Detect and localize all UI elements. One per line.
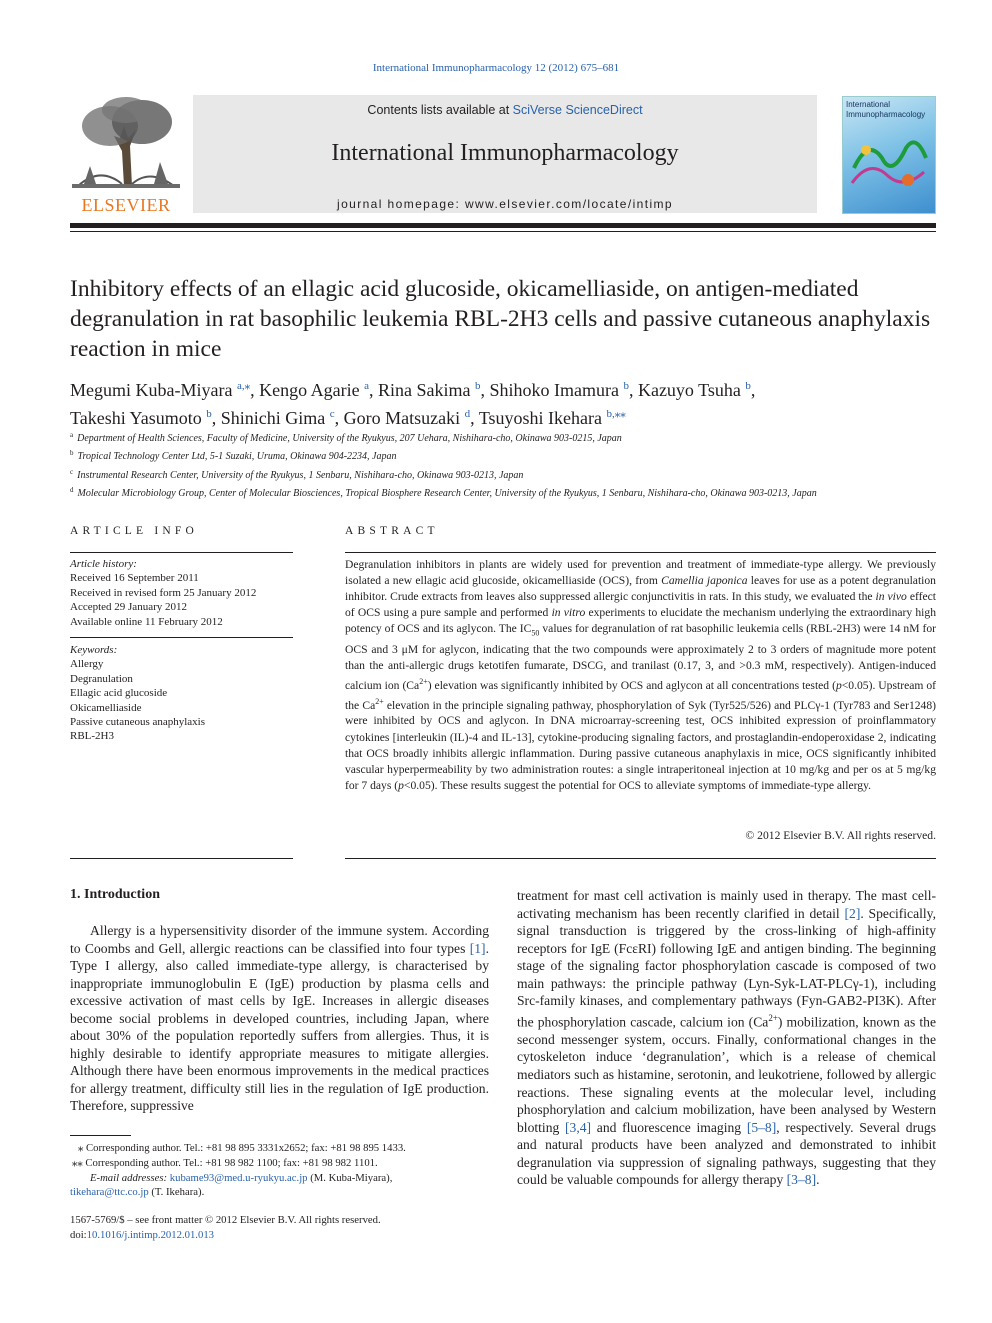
journal-homepage[interactable]: journal homepage: www.elsevier.com/locate/intimp <box>337 197 673 211</box>
footnotes: ⁎ Corresponding author. Tel.: +81 98 895 3331x2652; fax: +81 98 895 1433. ⁎⁎ Corresponding author. Tel.: +81 98 982 1100; fax: +81 98 982 1101. E-mail addresses: kubame93@med.u-ryukyu.ac.jp (M. Kuba-Miyara), tikehara@ttc.co.jp (T. Ikehara). <box>70 1141 489 1200</box>
citation-link[interactable]: [3,4] <box>565 1119 592 1135</box>
email-label: E-mail addresses: <box>90 1171 168 1184</box>
citation-link[interactable]: [2] <box>844 905 861 921</box>
author-affiliation-marker[interactable]: b <box>206 408 212 420</box>
author-name[interactable]: Takeshi Yasumoto <box>70 408 202 428</box>
author-name[interactable]: Goro Matsuzaki <box>343 408 461 428</box>
header-rule-thick <box>70 223 936 228</box>
sciencedirect-link[interactable]: SciVerse ScienceDirect <box>512 103 643 117</box>
article-title: Inhibitory effects of an ellagic acid glucoside, okicamelliaside, on antigen-mediated degranulation in rat basophilic leukemia RBL-2H3 cells and passive cutaneous anaphylaxis reaction in mice <box>70 276 931 362</box>
keyword: Okicamelliaside <box>70 701 142 714</box>
doi-link[interactable]: 10.1016/j.intimp.2012.01.013 <box>86 1228 215 1241</box>
affiliation-item: $^a$ Department of Health Sciences, Faculty of Medicine, University of the Ryukyus, 207 Uehara, Nishihara-cho, Okinawa 903-0215, Japan <box>70 431 622 444</box>
section-heading: 1. Introduction <box>70 887 160 902</box>
divider <box>70 552 293 553</box>
author-name[interactable]: Rina Sakima <box>377 380 471 400</box>
author-list: Megumi Kuba-Miyara $^{a,⁎}$, Kengo Agarie $^a$, Rina Sakima $^b$, Shihoko Imamura $^b$, Kazuyo Tsuha $^b$, Takeshi Yasumoto $^b$, Shinichi Gima $^c$, Goro Matsuzaki $^d$, Tsuyoshi Ikehara $^{b,⁎⁎}$ <box>70 380 756 428</box>
divider <box>345 858 936 859</box>
author-name[interactable]: Megumi Kuba-Miyara <box>70 380 233 400</box>
author-name[interactable]: Kazuyo Tsuha <box>637 380 741 400</box>
issn-line: 1567-5769/$ – see front matter © 2012 Elsevier B.V. All rights reserved. <box>70 1214 381 1226</box>
author-name[interactable]: Shihoko Imamura <box>489 380 619 400</box>
author-name[interactable]: Tsuyoshi Ikehara <box>478 408 603 428</box>
author-affiliation-marker[interactable]: a,⁎ <box>236 380 251 392</box>
history-item: Received in revised form 25 January 2012 <box>70 586 257 599</box>
divider <box>345 552 936 553</box>
article-info-heading: ARTICLE INFO <box>70 525 198 537</box>
keywords-list <box>70 643 293 744</box>
author-affiliation-marker[interactable]: a <box>364 380 369 392</box>
author-affiliation-marker[interactable]: c <box>329 408 335 420</box>
keyword: Allergy <box>70 658 104 671</box>
affiliation-item: $^b$ Tropical Technology Center Ltd, 5-1 Suzaki, Uruma, Okinawa 904-2234, Japan <box>70 449 397 463</box>
abstract-text: Degranulation inhibitors in plants are widely used for prevention and treatment of immediate-type allergy. We previously isolated a new ellagic acid glucoside, okicamelliaside (OCS), from Camellia japonica leaves for use as a potent degranulation inhibitor. Crude extracts from leaves also suppressed allergic conjunctivitis in rats. In this study, we evaluated the in vivo effect of OCS using a pure sample and performed in vitro experiments to elucidate the mechanism underlying the extraordinary high potency of OCS and its aglycon. The $IC_{50}$ values for degranulation of rat basophilic leukemia cells (RBL-2H3) were 14 nM for OCS and 3 μM for aglycon, indicating that the two compounds were approximately 2 to 3 orders of magnitude more potent than the anti-allergic drugs ketotifen fumarate, DSCG, and tranilast (0.17, 3, and >0.3 mM, respectively). Antigen-induced calcium ion $(Ca^{2+})$ elevation was significantly inhibited by OCS and aglycon at all concentrations tested (p<0.05). Upstream of the $Ca^{2+}$ elevation in the principle signaling pathway, phosphorylation of Syk (Tyr525/526) and PLCγ-1 (Tyr783 and Ser1248) were inhibited by OCS and aglycon. In DNA microarray-screening test, OCS inhibited expression of proinflammatory cytokines [interleukin (IL)-4 and IL-13], cytokine-producing signaling factors, and prostaglandin-endoperoxidase 2, indicating that OCS broadly inhibits allergic inflammation. During passive cutaneous anaphylaxis in mice, OCS significantly inhibited vascular hyperpermeability by two administration routes: a single intraperitoneal injection at 10 mg/kg and per os at 5 mg/kg for 7 days (p<0.05). These results suggest the potential for OCS to alleviate symptoms of immediate-type allergy. <box>345 558 937 792</box>
affiliation-list <box>70 428 936 501</box>
divider <box>70 858 293 859</box>
contents-line: Contents lists available at SciVerse ScienceDirect <box>367 103 643 117</box>
front-matter: 1567-5769/$ – see front matter © 2012 Elsevier B.V. All rights reserved. doi:10.1016/j.intimp.2012.01.013 <box>70 1213 489 1243</box>
journal-title: International Immunopharmacology <box>331 140 679 166</box>
keywords-label: Keywords: <box>70 644 118 656</box>
citation-link[interactable]: [1] <box>469 940 486 956</box>
history-item: Accepted 29 January 2012 <box>70 601 187 614</box>
keyword: Ellagic acid glucoside <box>70 687 168 700</box>
footnote-divider <box>70 1135 131 1136</box>
intro-paragraph: Allergy is a hypersensitivity disorder of the immune system. According to Coombs and Gell, allergic reactions can be classified into four types [1]. Type I allergy, also called immediate-type allergy, is characterised by inappropriate immunoglobulin E (IgE) production by plasma cells and excessive activation of mast cells by IgE. Increases in allergic diseases become social problems in developed countries, including Japan, where about 30% of the population reportedly suffers from allergies. Thus, it is highly desirable to identify appropriate measures to mitigate allergies. Although there have been enormous improvements in the medical practices for allergy treatment, difficulty still lies in the regulation of IgE production. Therefore, suppressive <box>70 923 489 1114</box>
citation-link[interactable]: [3–8] <box>786 1172 817 1188</box>
author-affiliation-marker[interactable]: b,⁎⁎ <box>606 408 626 420</box>
email-link[interactable]: tikehara@ttc.co.jp <box>70 1186 149 1199</box>
article-history <box>70 557 293 629</box>
author-affiliation-marker[interactable]: b <box>745 380 751 392</box>
divider <box>70 637 293 638</box>
author-affiliation-marker[interactable]: d <box>464 408 471 420</box>
citation-link[interactable]: [5–8] <box>746 1119 777 1135</box>
copyright-notice: © 2012 Elsevier B.V. All rights reserved. <box>745 829 936 842</box>
affiliation-item: $^d$ Molecular Microbiology Group, Center of Molecular Biosciences, Tropical Biosphere Research Center, University of the Ryukyus, 1 Senbaru, Nishihara-cho, Okinawa 903-0213, Japan <box>70 485 817 499</box>
footnote-corresponding-2: ⁎⁎ Corresponding author. Tel.: +81 98 982 1100; fax: +81 98 982 1101. <box>72 1156 378 1169</box>
elsevier-wordmark: ELSEVIER <box>81 195 171 215</box>
journal-citation[interactable]: International Immunopharmacology 12 (2012) 675–681 <box>372 62 620 74</box>
keyword: Passive cutaneous anaphylaxis <box>70 716 206 729</box>
cover-illustration <box>848 128 930 198</box>
email-link[interactable]: kubame93@med.u-ryukyu.ac.jp <box>169 1171 308 1184</box>
history-item: Received 16 September 2011 <box>70 572 199 585</box>
abstract-heading: ABSTRACT <box>345 525 439 537</box>
affiliation-item: $^c$ Instrumental Research Center, University of the Ryukyus, 1 Senbaru, Nishihara-cho, Okinawa 903-0213, Japan <box>70 467 524 481</box>
footnote-corresponding-1: ⁎ Corresponding author. Tel.: +81 98 895 3331x2652; fax: +81 98 895 1433. <box>78 1142 406 1154</box>
author-name[interactable]: Shinichi Gima <box>220 408 326 428</box>
author-affiliation-marker[interactable]: b <box>623 380 629 392</box>
intro-paragraph-continued: treatment for mast cell activation is mainly used in therapy. The mast cell-activating mechanism has been recently clarified in detail [2]. Specifically, signal transduction is triggered by the cross-linking of high-affinity receptors for IgE (FcεRI) following IgE and antigen binding. The beginning stage of the signaling factor phosphorylation cascade is composed of two main pathways: the principle pathway (Lyn-Syk-LAT-PLCγ-1), including Src-family kinases, and complementary pathways (Fyn-GAB2-PI3K). After the phosphorylation cascade, calcium ion $(Ca^{2+})$ mobilization, known as the second messenger system, occurs. Finally, conformational changes in the cytoskeleton induce ‘degranulation’, which is a release of chemical mediators such as histamine, serotonin, and leukotriene, followed by allergic reactions. These signaling events at the molecular level, including phosphorylation and calcium mobilization, have been analysed by Western blotting [3,4] and fluorescence imaging [5–8], respectively. Several drugs and natural products have been analyzed and demonstrated to inhibit degranulation via suppression of signaling pathways, suggesting that they could be valuable compounds for allergy therapy [3–8]. <box>517 888 936 1188</box>
author-affiliation-marker[interactable]: b <box>474 380 481 392</box>
history-item: Available online 11 February 2012 <box>70 615 223 628</box>
header-rule-thin <box>70 231 936 232</box>
history-label: Article history: <box>70 558 137 570</box>
author-name[interactable]: Kengo Agarie <box>259 380 360 400</box>
keyword: Degranulation <box>70 672 133 685</box>
keyword: RBL-2H3 <box>70 730 114 743</box>
cover-title: International Immunopharmacology <box>846 100 926 119</box>
